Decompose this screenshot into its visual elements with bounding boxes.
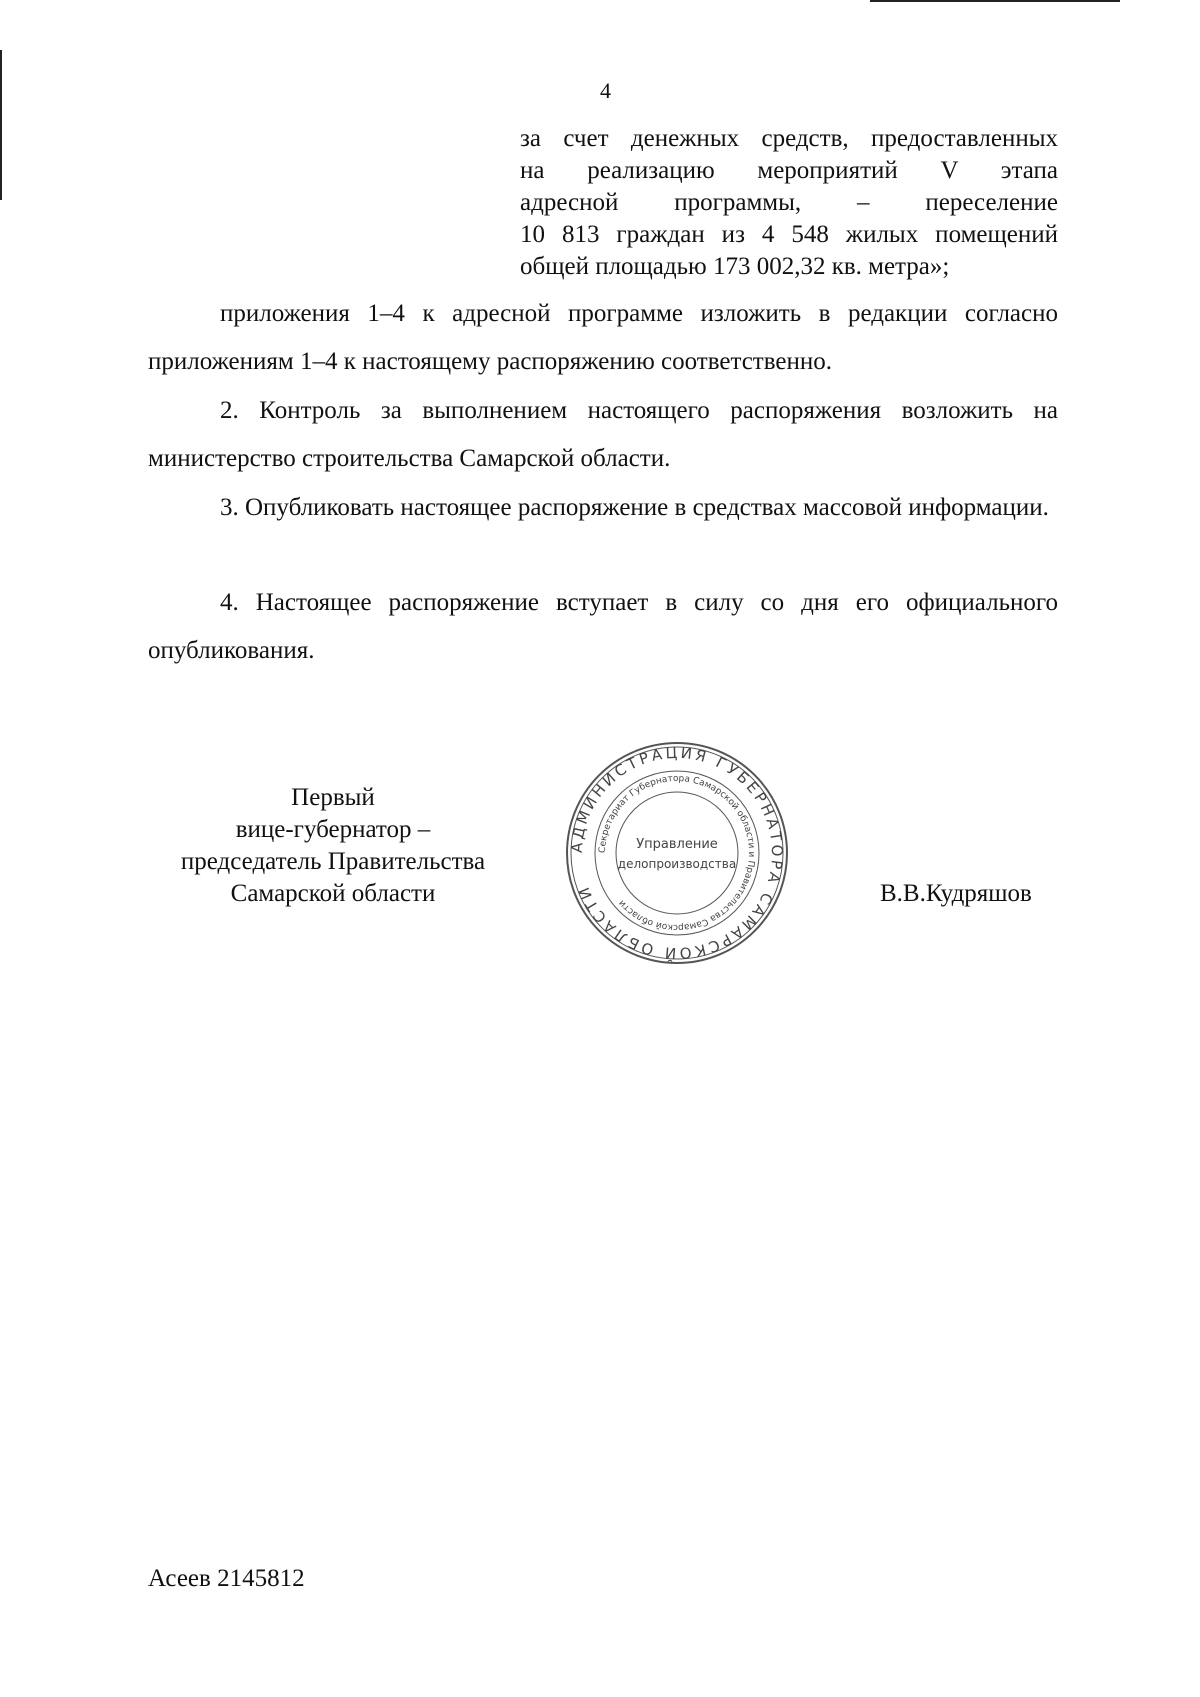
page-number: 4 bbox=[600, 78, 611, 103]
seal-center-line: делопроизводства bbox=[617, 857, 737, 871]
signatory-position-line: Первый bbox=[291, 784, 375, 811]
amendment-text bbox=[520, 123, 1058, 283]
paragraph-effective: 4. Настоящее распоряжение вступает в силу со дня его официального опубликования. bbox=[148, 589, 1058, 664]
amendment-line: за счет денежных средств, предоставленных bbox=[520, 125, 1058, 152]
amendment-line: 10 813 граждан из 4 548 жилых помещений bbox=[520, 221, 1058, 248]
executor-info: Асеев 2145812 bbox=[148, 1565, 305, 1592]
amendment-line: на реализацию мероприятий V этапа bbox=[520, 157, 1058, 184]
signatory-position-line: вице-губернатор – bbox=[235, 816, 431, 843]
scan-top-line bbox=[870, 0, 1120, 2]
seal-inner-text: Секретариат Губернатора Самарской области и Правительства Самарской области bbox=[597, 773, 757, 933]
svg-text:Секретариат Губернатора Самарс bbox=[598, 774, 756, 932]
paragraph-publish: 3. Опубликовать настоящее распоряжение в средствах массовой информации. bbox=[220, 494, 1049, 521]
signatory-position-line: председатель Правительства bbox=[180, 848, 486, 875]
amendment-line: общей площадью 173 002,32 кв. метра»; bbox=[520, 253, 950, 280]
scan-edge-line bbox=[0, 50, 2, 200]
seal-center-line: Управление bbox=[636, 837, 718, 852]
paragraph-control: 2. Контроль за выполнением настоящего распоряжения возложить на министерство строительства Самарской области. bbox=[148, 397, 1058, 472]
signatory-name: В.В.Кудряшов bbox=[880, 880, 1032, 907]
paragraph-appendices: приложения 1–4 к адресной программе изложить в редакции согласно приложениям 1–4 к настоящему распоряжению соответственно. bbox=[148, 300, 1058, 375]
amendment-line: адресной программы, – переселение bbox=[520, 189, 1058, 216]
signatory-position bbox=[148, 782, 518, 910]
seal-outer-text: АДМИНИСТРАЦИЯ ГУБЕРНАТОРА САМАРСКОЙ ОБЛАСТИ bbox=[567, 743, 787, 963]
signatory-position-line: Самарской области bbox=[230, 880, 436, 907]
official-seal bbox=[562, 738, 792, 968]
